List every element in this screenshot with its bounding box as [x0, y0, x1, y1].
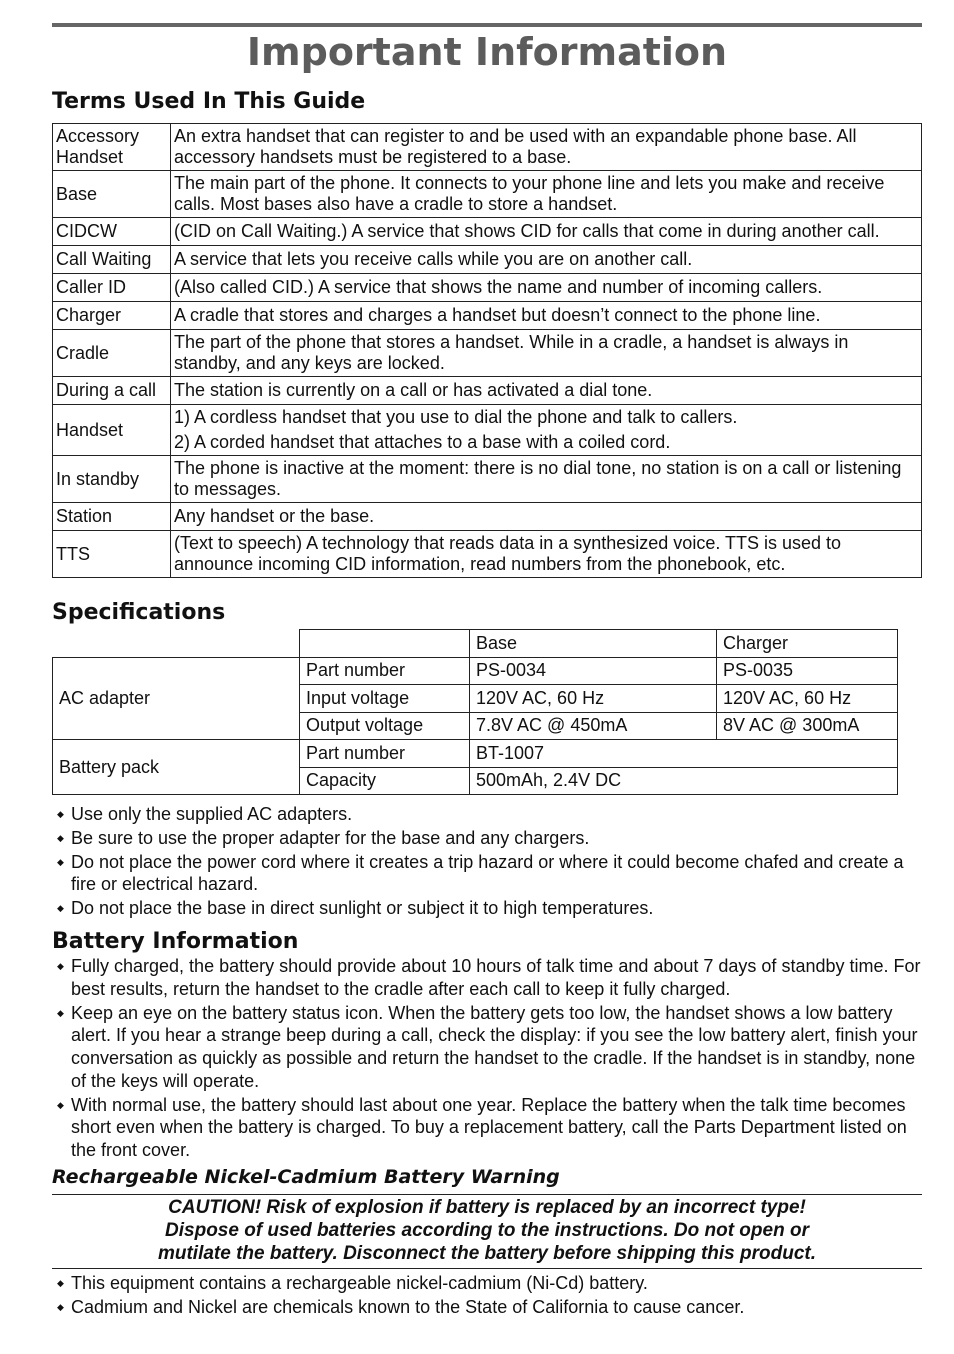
- caution-line: Dispose of used batteries according to the instructions. Do not open or: [165, 1220, 809, 1241]
- cell-value: PS-0034: [470, 657, 717, 685]
- nicd-bullet-list: [52, 1272, 922, 1320]
- term-cell: Handset: [53, 405, 171, 456]
- table-row: [53, 124, 922, 171]
- table-row: [53, 740, 898, 768]
- term-cell: Cradle: [53, 330, 171, 377]
- ac-adapter-label: AC adapter: [53, 657, 300, 740]
- term-cell: Accessory Handset: [53, 124, 171, 171]
- term-cell: TTS: [53, 531, 171, 578]
- cell-value: 500mAh, 2.4V DC: [470, 767, 898, 795]
- column-header-base: Base: [470, 630, 717, 658]
- table-row: [53, 302, 922, 330]
- table-row: [53, 171, 922, 218]
- table-row: [53, 218, 922, 246]
- definition-cell: (CID on Call Waiting.) A service that shows CID for calls that come in during another call.: [171, 218, 922, 246]
- definition-cell: A cradle that stores and charges a handset but doesn’t connect to the phone line.: [171, 302, 922, 330]
- table-row: [53, 503, 922, 531]
- definition-cell: (Also called CID.) A service that shows the name and number of incoming callers.: [171, 274, 922, 302]
- column-header-charger: Charger: [717, 630, 898, 658]
- term-cell: Call Waiting: [53, 246, 171, 274]
- term-cell: Station: [53, 503, 171, 531]
- table-row: [53, 657, 898, 685]
- row-label: Part number: [300, 657, 470, 685]
- definition-cell: A service that lets you receive calls while you are on another call.: [171, 246, 922, 274]
- table-row: [53, 630, 898, 658]
- definition-line: 1) A cordless handset that you use to dial the phone and talk to callers.: [174, 407, 738, 427]
- caution-text: [52, 1196, 922, 1265]
- row-label: Input voltage: [300, 685, 470, 713]
- list-item: ◆ Do not place the base in direct sunlight or subject it to high temperatures.: [52, 897, 922, 920]
- specifications-table: [52, 629, 898, 795]
- page-title: Important Information: [246, 30, 728, 74]
- list-item: ◆ This equipment contains a rechargeable nickel-cadmium (Ni-Cd) battery.: [52, 1272, 922, 1295]
- empty-cell: [53, 630, 300, 658]
- table-row: [53, 377, 922, 405]
- definition-cell: The main part of the phone. It connects to your phone line and lets you make and receive calls. Most bases also have a cradle to store a handset.: [171, 171, 922, 218]
- battery-bullet-list: [52, 955, 922, 1163]
- definition-cell: The phone is inactive at the moment: there is no dial tone, no station is on a call or listening to messages.: [171, 456, 922, 503]
- adapter-bullet-list: [52, 803, 922, 921]
- definition-line: 2) A corded handset that attaches to a base with a coiled cord.: [174, 432, 671, 452]
- definition-cell: (Text to speech) A technology that reads data in a synthesized voice. TTS is used to announce incoming CID information, read numbers from the phonebook, etc.: [171, 531, 922, 578]
- term-cell: In standby: [53, 456, 171, 503]
- row-label: Capacity: [300, 767, 470, 795]
- cell-value: 120V AC, 60 Hz: [717, 685, 898, 713]
- caution-line: mutilate the battery. Disconnect the battery before shipping this product.: [157, 1243, 817, 1264]
- caution-line: CAUTION! Risk of explosion if battery is replaced by an incorrect type!: [168, 1197, 806, 1218]
- list-item: ◆ With normal use, the battery should last about one year. Replace the battery when the talk time becomes short even when the battery is charged. To buy a replacement battery, call the Parts Department listed on the front cover.: [52, 1094, 922, 1162]
- list-item: ◆ Be sure to use the proper adapter for the base and any chargers.: [52, 827, 922, 850]
- table-row: [53, 456, 922, 503]
- definition-cell: The station is currently on a call or has activated a dial tone.: [171, 377, 922, 405]
- term-cell: During a call: [53, 377, 171, 405]
- terms-table: [52, 123, 922, 578]
- terms-heading: Terms Used In This Guide: [52, 89, 366, 114]
- definition-cell: [171, 405, 922, 456]
- definition-cell: An extra handset that can register to and be used with an expandable phone base. All accessory handsets must be registered to a base.: [171, 124, 922, 171]
- list-item: ◆ Do not place the power cord where it creates a trip hazard or where it could become chafed and create a fire or electrical hazard.: [52, 851, 922, 896]
- cell-value: BT-1007: [470, 740, 898, 768]
- list-item: ◆ Cadmium and Nickel are chemicals known to the State of California to cause cancer.: [52, 1296, 922, 1319]
- list-item: ◆ Use only the supplied AC adapters.: [52, 803, 922, 826]
- top-rule: [52, 23, 922, 27]
- cell-value: 7.8V AC @ 450mA: [470, 712, 717, 740]
- definition-cell: The part of the phone that stores a handset. While in a cradle, a handset is always in standby, and any keys are locked.: [171, 330, 922, 377]
- cell-value: PS-0035: [717, 657, 898, 685]
- row-label: Output voltage: [300, 712, 470, 740]
- row-label: Part number: [300, 740, 470, 768]
- term-cell: Caller ID: [53, 274, 171, 302]
- definition-cell: Any handset or the base.: [171, 503, 922, 531]
- nicd-warning-heading: Rechargeable Nickel-Cadmium Battery Warning: [52, 1166, 560, 1188]
- table-row: [53, 246, 922, 274]
- cell-value: 120V AC, 60 Hz: [470, 685, 717, 713]
- list-item: ◆ Keep an eye on the battery status icon. When the battery gets too low, the handset shows a low battery alert. If you hear a strange beep during a call, check the display: if you see the low battery alert, finish your conversation as quickly as possible and return the handset to the cradle. If the handset is in standby, none of the keys will operate.: [52, 1002, 922, 1093]
- table-row: [53, 274, 922, 302]
- battery-heading: Battery Information: [52, 929, 299, 954]
- table-row: [53, 531, 922, 578]
- table-row: [53, 330, 922, 377]
- list-item: ◆ Fully charged, the battery should provide about 10 hours of talk time and about 7 days of standby time. For best results, return the handset to the cradle after each call to keep it fully charged.: [52, 955, 922, 1000]
- cell-value: 8V AC @ 300mA: [717, 712, 898, 740]
- specifications-heading: Specifications: [52, 600, 226, 625]
- term-cell: CIDCW: [53, 218, 171, 246]
- empty-cell: [300, 630, 470, 658]
- battery-pack-label: Battery pack: [53, 740, 300, 795]
- term-cell: Base: [53, 171, 171, 218]
- term-cell: Charger: [53, 302, 171, 330]
- table-row: [53, 405, 922, 456]
